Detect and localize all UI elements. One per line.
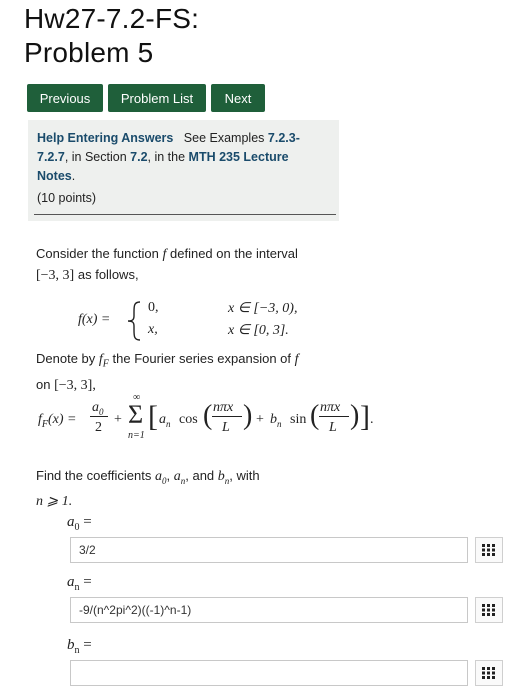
bn-equation-editor-button[interactable] <box>475 660 503 686</box>
denote-interval: [−3, 3], <box>54 377 96 393</box>
case1-value: 0, <box>148 300 159 315</box>
problem-list-button[interactable]: Problem List <box>108 84 206 112</box>
problem-intro <box>36 244 496 286</box>
help-entering-answers-link[interactable]: Help Entering Answers <box>37 131 174 145</box>
in-the-text: , in the <box>147 150 186 164</box>
a0-equation-editor-button[interactable] <box>475 537 503 563</box>
bn-sub: n <box>74 645 80 656</box>
intro-text-c: as follows, <box>77 267 139 282</box>
intro-text-a: Consider the function <box>36 246 159 261</box>
grid-icon <box>482 667 496 679</box>
case2-condition: x ∈ [0, 3]. <box>228 323 289 338</box>
grid-icon <box>482 604 496 616</box>
an-answer-input[interactable]: -9/(n^2pi^2)((-1)^n-1) <box>70 597 468 623</box>
find-text-d: , with <box>229 468 260 483</box>
grid-icon <box>482 544 496 556</box>
page-title <box>24 2 199 70</box>
piecewise-lhs: f(x) = <box>78 312 111 327</box>
fourier-series-formula: $f_F(x)$ = $a_0$ 2 + ∞ Σ n=1 [ $a_n$ cos ( nπx L ) + $b_n$ sin ( nπx L ) ] . <box>38 392 374 441</box>
case1-condition: x ∈ [−3, 0), <box>228 301 298 316</box>
bn-equals: = <box>83 637 92 653</box>
a0-answer-input[interactable]: 3/2 <box>70 537 468 563</box>
fourier-symbol: f <box>98 352 103 367</box>
next-button[interactable]: Next <box>211 84 265 112</box>
a0-letter: a <box>67 514 75 530</box>
examples-link[interactable]: 7.2.3-7.2.7 <box>37 131 300 164</box>
page-title-line1: Hw27-7.2-FS: <box>24 3 200 34</box>
page-title-line2: Problem 5 <box>24 37 154 68</box>
lecture-notes-link[interactable]: MTH 235 Lecture Notes <box>37 150 289 183</box>
section-link[interactable]: 7.2 <box>130 150 148 164</box>
denote-function: f <box>294 352 299 367</box>
bn-letter: b <box>67 637 75 653</box>
an-equation-editor-button[interactable] <box>475 597 503 623</box>
a0-equals: = <box>83 514 92 530</box>
bn-label <box>67 637 92 656</box>
find-coefficients-text: Find the coefficients $a_0$, $a_n$, and $b_n$, with n ⩾ 1. <box>36 468 260 509</box>
in-section-text: , in Section <box>64 150 127 164</box>
case2-value: x, <box>148 322 158 337</box>
denote-text-a: Denote by <box>36 351 96 366</box>
find-text-a: Find the coefficients <box>36 468 152 483</box>
a0-sub: 0 <box>74 522 80 533</box>
problem-nav <box>27 84 265 112</box>
function-symbol: f <box>162 247 167 262</box>
a0-label <box>67 514 92 533</box>
interval-text: [−3, 3] <box>36 268 75 283</box>
denote-text-b: the Fourier series expansion of <box>112 351 291 366</box>
period-text: . <box>71 169 76 183</box>
problem-info-box <box>28 120 339 221</box>
see-examples-text: See Examples <box>183 131 265 145</box>
an-letter: a <box>67 574 75 590</box>
an-label <box>67 574 92 593</box>
an-equals: = <box>83 574 92 590</box>
info-divider <box>34 214 336 215</box>
n-condition: n ⩾ 1. <box>36 493 73 509</box>
fourier-denote <box>36 349 496 396</box>
an-sub: n <box>74 582 80 593</box>
find-text-c: , and <box>185 468 215 483</box>
denote-text-c: on <box>36 376 51 392</box>
bn-answer-input[interactable] <box>70 660 468 686</box>
points-label: (10 points) <box>37 191 97 205</box>
fourier-subscript: F <box>102 358 109 370</box>
previous-button[interactable]: Previous <box>27 84 103 112</box>
intro-text-b: defined on the interval <box>170 246 298 261</box>
